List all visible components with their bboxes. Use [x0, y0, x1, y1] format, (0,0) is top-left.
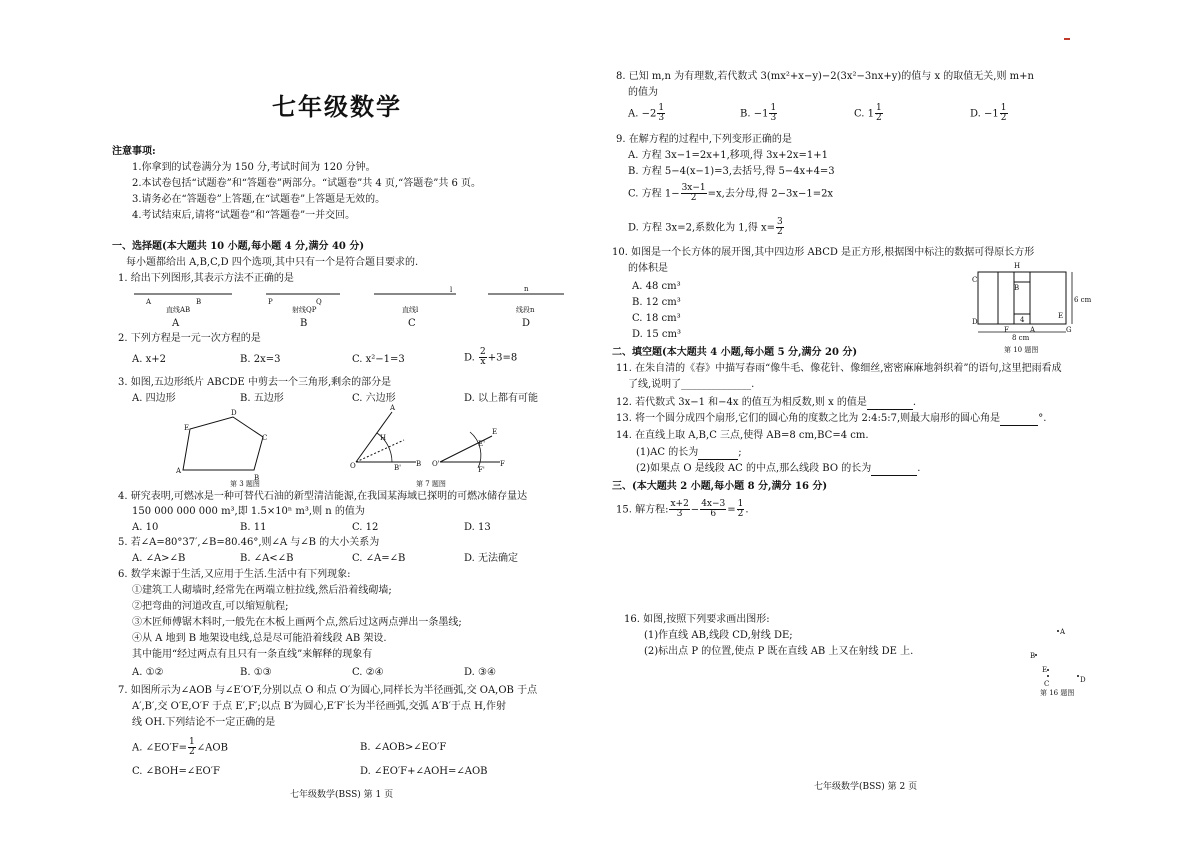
- fraction: $\frac{3x-1}{2}$: [681, 183, 706, 204]
- option: A. ∠A>∠B: [132, 553, 186, 564]
- point-label: F: [1004, 326, 1009, 334]
- option-label: B: [300, 318, 308, 329]
- option: B. ∠A<∠B: [240, 553, 294, 564]
- point-label: G: [1066, 326, 1072, 334]
- option: B. 11: [240, 522, 267, 533]
- fraction: $\frac{3}{2}$: [777, 217, 783, 238]
- option: B. −1 $\frac{1}{3}$: [740, 103, 777, 124]
- fraction: $\frac{4x-3}{6}$: [701, 499, 726, 520]
- question-4-line: 4. 研究表明,可燃冰是一种可替代石油的新型清洁能源,在我国某海域已探明的可燃冰储存量达: [118, 491, 528, 502]
- point-label: E: [1042, 666, 1048, 674]
- dimension-label: 8 cm: [1012, 334, 1030, 342]
- section-1-intro: 每小题都给出 A,B,C,D 四个选项,其中只有一个是符合题目要求的.: [126, 257, 419, 268]
- point-label: C: [1044, 680, 1050, 688]
- question-8-line: 的值为: [628, 87, 658, 98]
- question-3-stem: 3. 如图,五边形纸片 ABCDE 中剪去一个三角形,剩余的部分是: [118, 377, 392, 388]
- option: D. −1 $\frac{1}{2}$: [970, 103, 1007, 124]
- fraction: $\frac{1}{2}$: [1000, 103, 1007, 124]
- point-label: B: [1030, 652, 1036, 660]
- question-1-stem: 1. 给出下列图形,其表示方法不正确的是: [118, 273, 294, 284]
- option: C. ∠A=∠B: [352, 553, 406, 564]
- point-label: n: [524, 285, 529, 293]
- question-16-part2: (2)标出点 P 的位置,使点 P 既在直线 AB 上又在射线 DE 上.: [644, 646, 914, 657]
- figure-10-caption: 第 10 题图: [1004, 346, 1039, 354]
- figure-3-caption: 第 3 题图: [230, 480, 260, 488]
- caption-segment-n: 线段n: [516, 306, 535, 314]
- question-7-line: A′,B′,交 O′E,O′F 于点 E′,F′;以点 B′为圆心,E′F′长为半径画弧,交弧 A′B′于点 H,作射: [132, 701, 506, 712]
- fraction: $\frac{2}{x}$: [480, 347, 486, 368]
- fraction: $\frac{1}{2}$: [737, 499, 744, 520]
- list-item: ③木匠师傅锯木料时,一般先在木板上画两个点,然后过这两点弹出一条墨线;: [132, 617, 462, 628]
- question-5-stem: 5. 若∠A=80°37′,∠B=80.46°,则∠A 与∠B 的大小关系为: [118, 537, 380, 548]
- point-label: C: [262, 434, 268, 442]
- notes-heading: 注意事项:: [112, 146, 156, 157]
- option: D. 13: [464, 522, 491, 533]
- option: C. ②④: [352, 667, 384, 678]
- option: B. 五边形: [240, 393, 284, 404]
- option: D. 以上都有可能: [464, 393, 539, 404]
- option: B. 12 cm³: [632, 297, 681, 308]
- question-7-line: 7. 如图所示为∠AOB 与∠E′O′F,分别以点 O 和点 O′为圆心,同样长为半径画弧,交 OA,OB 于点: [118, 685, 538, 696]
- question-10-line: 的体积是: [628, 263, 668, 274]
- question-12: 12. 若代数式 3x−1 和−4x 的值互为相反数,则 x 的值是 .: [616, 397, 917, 408]
- point-label: B: [254, 474, 260, 482]
- option: D. 无法确定: [464, 553, 519, 564]
- option-prefix: A. ∠EO′F=: [132, 742, 188, 754]
- option-tail: +3=8: [487, 352, 518, 364]
- section-1-heading: 一、选择题(本大题共 10 小题,每小题 4 分,满分 40 分): [112, 241, 365, 252]
- option-label: C: [408, 318, 416, 329]
- question-10-line: 10. 如图是一个长方体的展开图,其中四边形 ABCD 是正方形,根据图中标注的数据可得原长方形: [612, 247, 1035, 258]
- option: [132, 738, 228, 758]
- note-item: 1.你拿到的试卷满分为 150 分,考试时间为 120 分钟。: [132, 162, 376, 173]
- point-label: B: [196, 298, 202, 306]
- point-label: B: [1014, 284, 1020, 292]
- page-footer: 七年级数学(BSS) 第 2 页: [814, 782, 918, 792]
- point-label: B': [394, 464, 402, 472]
- point-label: A: [1030, 326, 1036, 334]
- point-label: D: [972, 318, 978, 326]
- point-label: F: [500, 460, 505, 468]
- question-14-part2: (2)如果点 O 是线段 AC 的中点,那么线段 BO 的长为 .: [636, 463, 921, 474]
- question-9-stem: 9. 在解方程的过程中,下列变形正确的是: [616, 134, 792, 145]
- option: D. ③④: [464, 667, 496, 678]
- option: A. 10: [132, 522, 159, 533]
- point-label: E: [1058, 312, 1064, 320]
- point-label: E: [492, 428, 498, 436]
- question-8-line: 8. 已知 m,n 为有理数,若代数式 3(mx²+x−y)−2(3x²−3nx+y)的值与 x 的取值无关,则 m+n: [616, 71, 1034, 82]
- page-footer: 七年级数学(BSS) 第 1 页: [290, 790, 394, 800]
- figure-7-caption: 第 7 题图: [416, 480, 446, 488]
- option: B. 2x=3: [240, 354, 281, 365]
- question-14-stem: 14. 在直线上取 A,B,C 三点,使得 AB=8 cm,BC=4 cm.: [616, 430, 869, 441]
- point-label: D: [231, 409, 237, 417]
- option: A. 方程 3x−1=2x+1,移项,得 3x+2x=1+1: [628, 150, 829, 161]
- list-item: ①建筑工人砌墙时,经常先在两端立桩拉线,然后沿着线砌墙;: [132, 585, 392, 596]
- option-label: A: [172, 318, 180, 329]
- point-label: B: [416, 460, 422, 468]
- section-3-heading: 三、(本大题共 2 小题,每小题 8 分,满分 16 分): [612, 481, 828, 492]
- fraction: $\frac{1}{3}$: [658, 103, 665, 124]
- option: C. 六边形: [352, 393, 396, 404]
- option: A. ①②: [132, 667, 164, 678]
- point-label: H: [1014, 262, 1021, 270]
- point-label: E: [184, 424, 190, 432]
- option: D. 15 cm³: [632, 329, 682, 340]
- figure-7-angles: [0, 0, 600, 500]
- option: B. ∠AOB>∠EO′F: [360, 742, 447, 753]
- dimension-label: 6 cm: [1074, 296, 1092, 304]
- question-6-question: 其中能用“经过两点有且只有一条直线”来解释的现象有: [132, 649, 373, 660]
- point-label: O: [350, 462, 356, 470]
- option: A. x+2: [132, 354, 166, 365]
- point-label: O': [432, 460, 440, 468]
- point-label: H: [380, 434, 387, 442]
- fraction: $\frac{1}{3}$: [770, 103, 777, 124]
- exam-page-2: [600, 0, 1200, 847]
- question-4-line: 150 000 000 000 m³,即 1.5×10ⁿ m³,则 n 的值为: [132, 506, 365, 517]
- question-16-part1: (1)作直线 AB,线段 CD,射线 DE;: [644, 630, 793, 641]
- figure-16-caption: 第 16 题图: [1040, 689, 1075, 697]
- point-label: E': [478, 440, 486, 448]
- option: C. ∠BOH=∠EO′F: [132, 766, 220, 777]
- point-label: D: [1080, 676, 1086, 684]
- point-label: A: [146, 298, 152, 306]
- note-item: 2.本试卷包括“试题卷”和“答题卷”两部分。“试题卷”共 4 页,“答题卷”共 6 页。: [132, 178, 482, 189]
- fraction: $\frac{x+2}{3}$: [670, 499, 689, 520]
- point-label: A: [176, 467, 182, 475]
- list-item: ④从 A 地到 B 地架设电线,总是尽可能沿着线段 AB 架设.: [132, 633, 387, 644]
- caption-ray-qp: 射线QP: [292, 306, 317, 314]
- caption-line-ab: 直线AB: [166, 306, 191, 314]
- option-prefix: D.: [464, 352, 475, 364]
- point-label: F': [478, 466, 485, 474]
- option: C. x²−1=3: [352, 354, 405, 365]
- option: C. 1 $\frac{1}{2}$: [854, 103, 882, 124]
- option: A. −2 $\frac{1}{3}$: [628, 103, 665, 124]
- option: D. ∠EO′F+∠AOH=∠AOB: [360, 766, 488, 777]
- page-title: 七年级数学: [272, 92, 402, 121]
- option: C. 18 cm³: [632, 313, 681, 324]
- option: B. ①③: [240, 667, 272, 678]
- question-15: 15. 解方程: $\frac{x+2}{3}$ − $\frac{4x-3}{6}$ = $\frac{1}{2}$ .: [616, 499, 749, 520]
- question-16-stem: 16. 如图,按照下列要求画出图形:: [624, 614, 770, 625]
- point-label: C: [972, 276, 978, 284]
- question-6-stem: 6. 数学来源于生活,又应用于生活.生活中有下列现象:: [118, 569, 351, 580]
- option: D. 方程 3x=2,系数化为 1,得 x= $\frac{3}{2}$: [628, 217, 783, 238]
- option: A. 四边形: [132, 393, 176, 404]
- figure-16-points: [600, 0, 1200, 700]
- point-label: l: [450, 286, 453, 294]
- option-label: D: [522, 318, 531, 329]
- point-label: A: [390, 404, 396, 412]
- dimension-label: 4: [1020, 316, 1025, 324]
- section-2-heading: 二、填空题(本大题共 4 小题,每小题 5 分,满分 20 分): [612, 347, 858, 358]
- fraction: $\frac{1}{2}$: [189, 737, 195, 758]
- note-item: 4.考试结束后,请将“试题卷”和“答题卷”一并交回。: [132, 210, 356, 221]
- point-label: A: [1060, 628, 1066, 636]
- fraction: $\frac{1}{2}$: [876, 103, 882, 124]
- question-11-line: 11. 在朱自清的《春》中描写春雨“像牛毛、像花针、像细丝,密密麻麻地斜织着”的语句,这里把雨看成: [616, 363, 1062, 374]
- question-13: 13. 将一个圆分成四个扇形,它们的圆心角的度数之比为 2:4:5:7,则最大扇形的圆心角是 °.: [616, 413, 1047, 424]
- option-tail: ∠AOB: [196, 742, 228, 754]
- option: C. 12: [352, 522, 379, 533]
- question-11-line: 了线,说明了______________.: [628, 379, 755, 390]
- question-14-part1: (1)AC 的长为 ;: [636, 447, 742, 458]
- list-item: ②把弯曲的河道改直,可以缩短航程;: [132, 601, 289, 612]
- option: B. 方程 5−4(x−1)=3,去括号,得 5−4x+4=3: [628, 166, 835, 177]
- option: C. 方程 1− $\frac{3x-1}{2}$ =x,去分母,得 2−3x−1=2x: [628, 183, 834, 204]
- note-item: 3.请务必在“答题卷”上答题,在“试题卷”上答题是无效的。: [132, 194, 386, 205]
- question-2-stem: 2. 下列方程是一元一次方程的是: [118, 333, 261, 344]
- point-label: Q: [316, 298, 322, 306]
- question-7-line: 线 OH.下列结论不一定正确的是: [132, 717, 276, 728]
- point-label: P: [268, 298, 273, 306]
- caption-line-l: 直线l: [402, 306, 419, 314]
- option: A. 48 cm³: [632, 281, 681, 292]
